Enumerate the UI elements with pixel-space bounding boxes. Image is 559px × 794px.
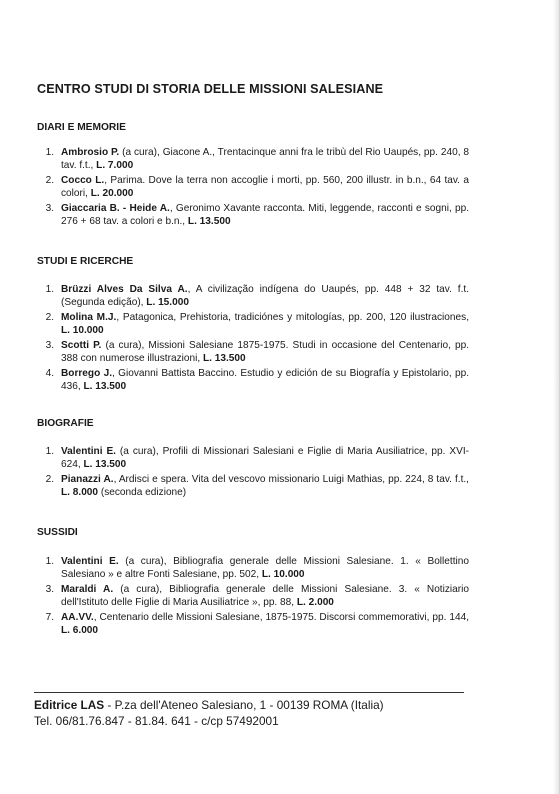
page-edge-shadow [553, 0, 559, 794]
item-number: 4. [45, 368, 54, 379]
item-author: Scotti P. [61, 340, 102, 351]
item-number: 3. [45, 584, 54, 595]
item-price: L. 13.500 [202, 352, 246, 364]
list-item [37, 147, 469, 172]
item-price: L. 6.000 [61, 624, 99, 636]
item-description: (a cura), Profili di Missionari Salesiani e Figlie di Maria Ausiliatrice, pp. XVI-624, [61, 446, 469, 470]
item-price: L. 10.000 [61, 324, 104, 336]
item-price: L. 13.500 [83, 380, 127, 392]
item-description: (a cura), Bibliografia generale delle Missioni Salesiane. 1. « Bollettino Salesiano » e altre Fonti Salesiane, pp. 502, [61, 556, 469, 580]
publisher-address: - P.za dell'Ateneo Salesiano, 1 - 00139 ROMA (Italia) [104, 698, 384, 712]
item-number: 1. [45, 284, 54, 295]
list-item [37, 203, 469, 228]
item-author: Pianazzi A. [61, 474, 114, 485]
item-price: L. 8.000 [61, 486, 99, 498]
item-author: Valentini E. [61, 446, 116, 457]
item-number: 2. [45, 474, 54, 485]
item-description: , Giovanni Battista Baccino. Estudio y edición de su Biografía y Epistolario, pp. 436, [61, 368, 470, 392]
list-item [37, 474, 469, 499]
list-item [37, 584, 469, 609]
item-description: , Ardisci e spera. Vita del vescovo missionario Luigi Mathias, pp. 224, 8 tav. f.t., [113, 474, 469, 485]
item-price: L. 10.000 [261, 568, 305, 580]
item-description: (a cura), Giacone A., Trentacinque anni fra le tribù del Rio Uaupés, pp. 240, 8 tav. f.t., [61, 147, 470, 171]
section-heading-biografie: BIOGRAFIE [37, 418, 94, 429]
section-heading-diari-e-memorie: DIARI E MEMORIE [37, 122, 126, 133]
item-author: Molina M.J. [61, 312, 117, 323]
item-number: 1. [45, 446, 54, 457]
list-item [37, 556, 469, 581]
page-title: CENTRO STUDI DI STORIA DELLE MISSIONI SALESIANE [37, 82, 384, 96]
item-author: Ambrosio P. [61, 147, 120, 158]
item-number: 2. [45, 312, 54, 323]
item-price: L. 13.500 [83, 458, 127, 470]
item-description: (a cura), Missioni Salesiane 1875-1975. Studi in occasione del Centenario, pp. 388 con numerose illustrazioni, [61, 340, 469, 364]
item-number: 7. [45, 612, 54, 623]
footer-publisher-line [34, 698, 384, 712]
item-author: Borrego J. [61, 368, 113, 379]
item-number: 2. [45, 175, 54, 186]
item-description: (a cura), Bibliografia generale delle Missioni Salesiane. 3. « Notiziario dell'Istituto delle Figlie di Maria Ausiliatrice », pp. 88, [61, 584, 469, 608]
item-number: 1. [45, 556, 54, 567]
list-item [37, 284, 469, 309]
item-number: 3. [45, 203, 54, 214]
list-item [37, 368, 469, 393]
list-item [37, 312, 469, 337]
item-price: L. 20.000 [90, 187, 134, 199]
item-price: L. 7.000 [96, 159, 134, 171]
item-author: Cocco L. [61, 175, 105, 186]
item-author: Brüzzi Alves Da Silva A. [61, 284, 188, 295]
item-price: L. 13.500 [187, 215, 231, 227]
footer-divider [34, 692, 464, 693]
item-note: (seconda edizione) [98, 486, 187, 498]
item-author: AA.VV. [61, 612, 94, 623]
item-number: 1. [45, 147, 54, 158]
item-description: , Centenario delle Missioni Salesiane, 1875-1975. Discorsi commemorativi, pp. 144, [93, 612, 469, 623]
item-author: Valentini E. [61, 556, 119, 567]
list-item [37, 446, 469, 471]
publisher-name: Editrice LAS [34, 698, 105, 712]
list-item [37, 175, 469, 200]
section-heading-studi-e-ricerche: STUDI E RICERCHE [37, 256, 134, 267]
item-description: , Geronimo Xavante racconta. Miti, leggende, racconti e sogni, pp. 276 + 68 tav. a colori e b.n., [61, 203, 470, 227]
list-item [37, 612, 469, 637]
item-description: , Patagonica, Prehistoria, tradiciónes y mitologías, pp. 200, 120 ilustraciones, [116, 312, 469, 323]
item-author: Maraldi A. [61, 584, 114, 595]
item-author: Giaccaria B. - Heide A. [61, 203, 170, 214]
footer-contacts: Tel. 06/81.76.847 - 81.84. 641 - c/cp 57492001 [34, 714, 279, 728]
item-price: L. 15.000 [146, 296, 189, 308]
item-number: 3. [45, 340, 54, 351]
item-description: , Parima. Dove la terra non accoglie i morti, pp. 560, 200 illustr. in b.n., 64 tav. a colori, [61, 175, 469, 199]
item-price: L. 2.000 [296, 596, 334, 608]
section-heading-sussidi: SUSSIDI [37, 527, 78, 538]
item-description: , A civilização indígena do Uaupés, pp. 448 + 32 tav. f.t. (Segunda edição), [61, 284, 470, 308]
list-item [37, 340, 469, 365]
